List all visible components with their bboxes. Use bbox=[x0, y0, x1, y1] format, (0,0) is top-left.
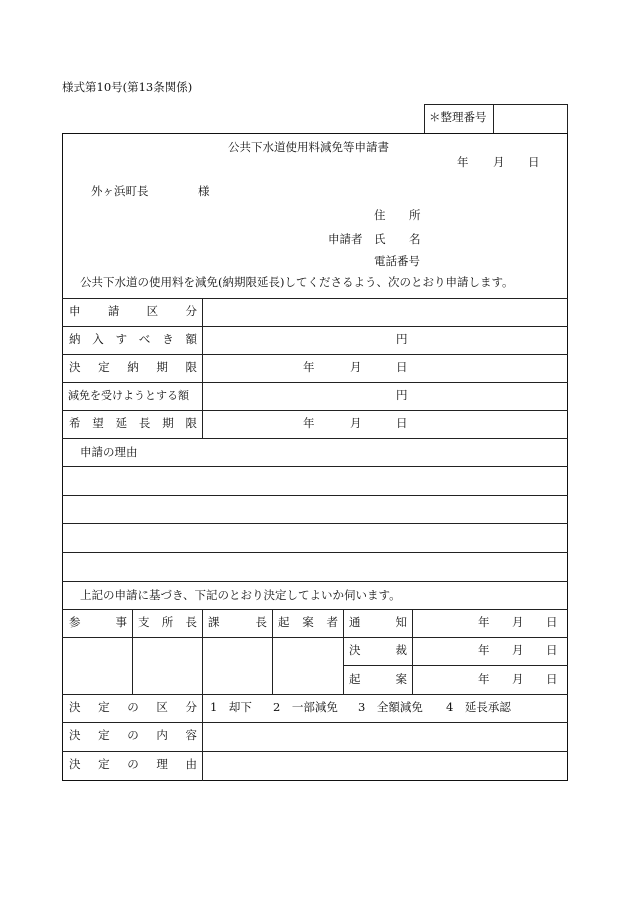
addressee-honorific: 様 bbox=[198, 184, 210, 198]
name-label-2: 名 bbox=[409, 232, 421, 246]
reduce-amount-yen: 円 bbox=[396, 388, 408, 402]
name-label-1: 氏 bbox=[374, 232, 386, 246]
label-kian: 起 案 bbox=[349, 672, 407, 686]
kubun-field[interactable] bbox=[205, 300, 565, 324]
seal-sanji[interactable] bbox=[64, 639, 130, 692]
row-label-reduce-amount: 減免を受けようとする額 bbox=[68, 389, 189, 402]
decision-option-3[interactable]: 3 全額減免 bbox=[358, 700, 423, 714]
applicant-role: 申請者 bbox=[328, 232, 363, 246]
tsuchi-day: 日 bbox=[546, 615, 558, 629]
decision-reason-field[interactable] bbox=[205, 753, 565, 778]
approval-sanji: 参 事 bbox=[69, 615, 127, 629]
date-month: 月 bbox=[493, 155, 505, 169]
due-date-day: 日 bbox=[396, 360, 408, 374]
form-title: 公共下水道使用料減免等申請書 bbox=[228, 140, 389, 154]
amount-due-yen: 円 bbox=[396, 332, 408, 346]
decision-option-4[interactable]: 4 延長承認 bbox=[446, 700, 511, 714]
address-label-2: 所 bbox=[409, 208, 421, 222]
decision-text: 上記の申請に基づき、下記のとおり決定してよいか伺います。 bbox=[80, 588, 401, 602]
approval-kiansha: 起 案 者 bbox=[278, 615, 338, 629]
tsuchi-month: 月 bbox=[512, 615, 524, 629]
kian-day: 日 bbox=[546, 672, 558, 686]
kian-year: 年 bbox=[478, 672, 490, 686]
due-date-month: 月 bbox=[350, 360, 362, 374]
label-kessai: 決 裁 bbox=[349, 643, 407, 657]
extension-date-field[interactable] bbox=[205, 412, 565, 436]
seiri-value-field[interactable] bbox=[498, 112, 564, 126]
reduce-amount-field[interactable] bbox=[205, 384, 565, 408]
decision-reason-label: 決 定 の 理 由 bbox=[69, 757, 197, 771]
decision-option-2[interactable]: 2 一部減免 bbox=[273, 700, 338, 714]
kessai-day: 日 bbox=[546, 643, 558, 657]
decision-option-1[interactable]: 1 却下 bbox=[210, 700, 252, 714]
tsuchi-year: 年 bbox=[478, 615, 490, 629]
amount-due-field[interactable] bbox=[205, 328, 565, 352]
date-year: 年 bbox=[457, 155, 469, 169]
reason-line-3[interactable] bbox=[64, 525, 566, 550]
addressee-name: 外ヶ浜町長 bbox=[91, 184, 149, 198]
due-date-year: 年 bbox=[303, 360, 315, 374]
kessai-year: 年 bbox=[478, 643, 490, 657]
decision-content-field[interactable] bbox=[205, 724, 565, 749]
approval-kacho: 課 長 bbox=[208, 615, 267, 629]
seiri-label: ＊整理番号 bbox=[429, 110, 487, 124]
decision-content-label: 決 定 の 内 容 bbox=[69, 728, 197, 742]
extension-date-day: 日 bbox=[396, 416, 408, 430]
label-tsuchi: 通 知 bbox=[349, 615, 407, 629]
reason-line-4[interactable] bbox=[64, 554, 566, 579]
row-label-due-date: 決 定 納 期 限 bbox=[69, 360, 197, 374]
row-label-amount-due: 納 入 す べ き 額 bbox=[69, 332, 197, 346]
approval-shocho: 支 所 長 bbox=[138, 615, 197, 629]
seal-kacho[interactable] bbox=[204, 639, 270, 692]
form-number: 様式第10号(第13条関係) bbox=[62, 80, 193, 94]
kessai-month: 月 bbox=[512, 643, 524, 657]
reason-label: 申請の理由 bbox=[80, 445, 138, 459]
reason-line-1[interactable] bbox=[64, 468, 566, 493]
row-label-kubun: 申 請 区 分 bbox=[69, 304, 197, 318]
reason-line-2[interactable] bbox=[64, 497, 566, 522]
seal-shocho[interactable] bbox=[134, 639, 200, 692]
date-day: 日 bbox=[528, 155, 540, 169]
kian-month: 月 bbox=[512, 672, 524, 686]
row-label-extension-date: 希 望 延 長 期 限 bbox=[69, 416, 197, 430]
extension-date-year: 年 bbox=[303, 416, 315, 430]
phone-label: 電話番号 bbox=[374, 254, 420, 268]
due-date-field[interactable] bbox=[205, 356, 565, 380]
extension-date-month: 月 bbox=[350, 416, 362, 430]
request-text: 公共下水道の使用料を減免(納期限延長)してくださるよう、次のとおり申請します。 bbox=[80, 275, 514, 289]
seal-kiansha[interactable] bbox=[274, 639, 341, 692]
address-label-1: 住 bbox=[374, 208, 386, 222]
decision-kubun-label: 決 定 の 区 分 bbox=[69, 700, 197, 714]
